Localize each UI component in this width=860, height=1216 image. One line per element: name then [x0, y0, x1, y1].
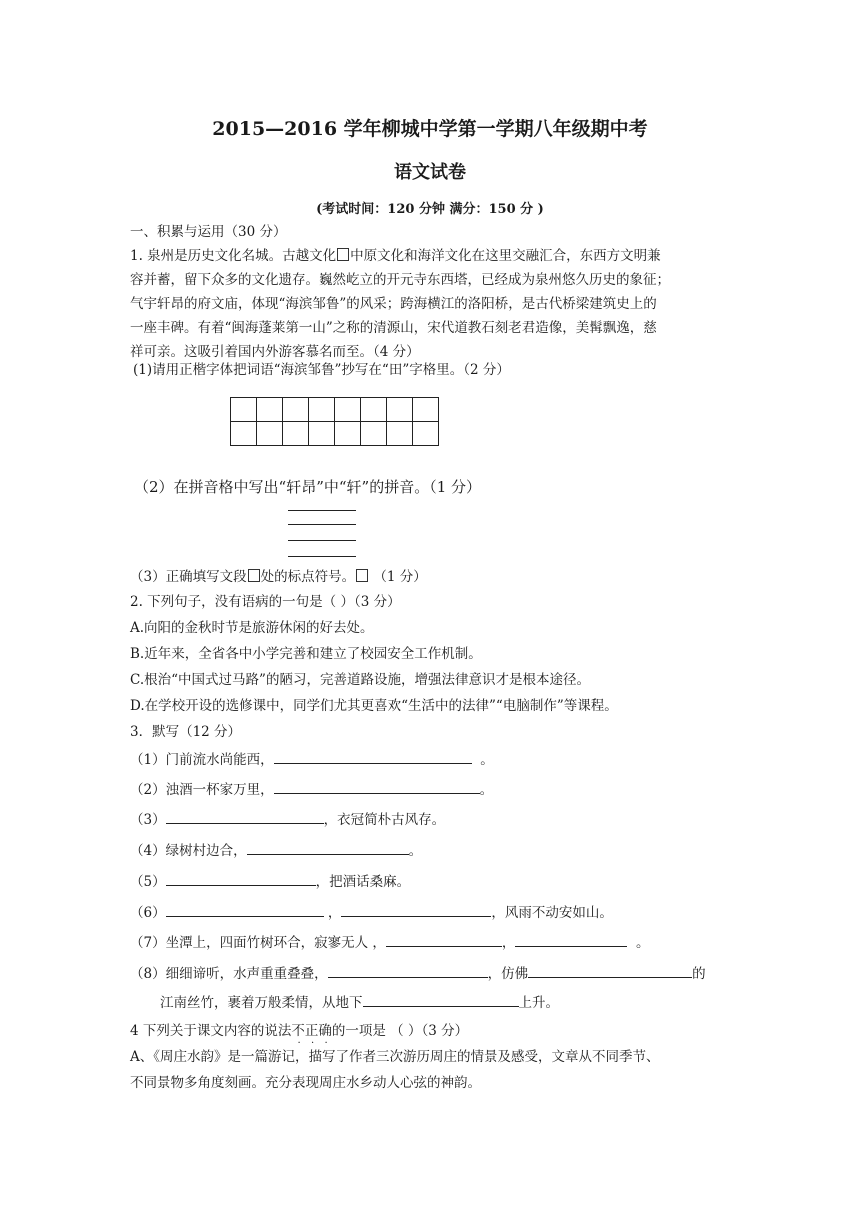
q3-item-8: （8）细细谛听，水声重重叠叠， ，仿佛 的 [130, 962, 706, 982]
q4-option-a-line-2: 不同景物多角度刻画。充分表现周庄水乡动人心弦的神韵。 [130, 1075, 481, 1091]
q1-sub3: （3）正确填写文段 处的标点符号。 （1 分） [130, 569, 427, 585]
q2-option-a: A.向阳的金秋时节是旅游休闲的好去处。 [130, 620, 374, 636]
q3-item-5: （5） ，把酒话桑麻。 [130, 870, 410, 890]
exam-title: 2015—2016 学年柳城中学第一学期八年级期中考 [212, 118, 648, 140]
q3-stem: 3．默写（12 分） [130, 724, 242, 740]
q4-stem: 4 下列关于课文内容的说法不正确的一项是 （ ）（3 分） [130, 1023, 469, 1039]
answer-blank[interactable] [363, 992, 519, 1007]
pinyin-line-1[interactable] [288, 510, 356, 511]
q2-option-b: B.近年来，全省各中小学完善和建立了校园安全工作机制。 [130, 646, 482, 662]
answer-blank[interactable] [166, 871, 316, 886]
answer-blank[interactable] [247, 840, 409, 855]
answer-blank[interactable] [515, 932, 627, 947]
answer-blank[interactable] [528, 963, 692, 978]
answer-blank[interactable] [166, 902, 324, 917]
answer-square[interactable] [356, 569, 368, 582]
q1-sub2: （2）在拼音格中写出“轩昂”中“轩”的拼音。（1 分） [134, 478, 482, 496]
q3-item-4: （4）绿树村边合， 。 [130, 839, 422, 859]
blank-square [337, 248, 349, 261]
q3-item-7: （7）坐潭上，四面竹树环合，寂寥无人 ， ， 。 [130, 931, 649, 951]
q1-line-1: 1. 泉州是历史文化名城。古越文化 中原文化和海洋文化在这里交融汇合，东西方文明兼 [130, 248, 661, 264]
answer-blank[interactable] [166, 809, 324, 824]
q1-line-3: 气宇轩昂的府文庙，体现“海滨邹鲁”的风采；跨海横江的洛阳桥，是古代桥梁建筑史上的 [130, 296, 657, 312]
q4-option-a-line-1: A、《周庄水韵》是一篇游记，描写了作者三次游历周庄的情景及感受，文章从不同季节、 [130, 1049, 660, 1065]
q1-line-5: 祥可亲。这吸引着国内外游客慕名而至。（4 分） [130, 344, 420, 360]
q3-item-1: （1）门前流水尚能西， 。 [130, 748, 494, 768]
q3-item-8-cont: 江南丝竹，裹着万般柔情，从地下 上升。 [160, 991, 559, 1011]
tianzige-grid[interactable] [230, 397, 439, 446]
section-heading: 一、积累与运用（30 分） [130, 224, 287, 240]
q1-line-4: 一座丰碑。有着“闽海蓬莱第一山”之称的清源山，宋代道教石刻老君造像，美髯飘逸，慈 [130, 320, 657, 336]
answer-blank[interactable] [328, 963, 488, 978]
answer-blank[interactable] [274, 779, 480, 794]
q1-line-2: 容并蓄，留下众多的文化遗存。巍然屹立的开元寺东西塔，已经成为泉州悠久历史的象征； [130, 272, 670, 288]
pinyin-line-4[interactable] [288, 556, 356, 557]
answer-blank[interactable] [341, 902, 491, 917]
q2-option-d: D.在学校开设的选修课中，同学们尤其更喜欢“生活中的法律”“电脑制作”等课程。 [130, 698, 618, 714]
answer-blank[interactable] [386, 932, 502, 947]
answer-blank[interactable] [274, 749, 472, 764]
q2-stem: 2. 下列句子，没有语病的一句是（ ）（3 分） [130, 594, 401, 610]
q1-sub1: (1)请用正楷字体把词语“海滨邹鲁”抄写在“田”字格里。（2 分） [133, 362, 510, 378]
exam-subtitle: 语文试卷 [394, 162, 466, 183]
q3-item-6: （6） ， ，风雨不动安如山。 [130, 901, 613, 921]
pinyin-line-2[interactable] [288, 524, 356, 525]
pinyin-line-3[interactable] [288, 540, 356, 541]
q3-item-3: （3） ，衣冠简朴古风存。 [130, 808, 445, 828]
blank-square [248, 569, 260, 582]
q3-item-2: （2）浊酒一杯家万里， 。 [130, 778, 493, 798]
q2-option-c: C.根治“中国式过马路”的陋习，完善道路设施，增强法律意识才是根本途径。 [130, 672, 590, 688]
exam-info: (考试时间：120 分钟 满分：150 分 ) [316, 202, 544, 217]
